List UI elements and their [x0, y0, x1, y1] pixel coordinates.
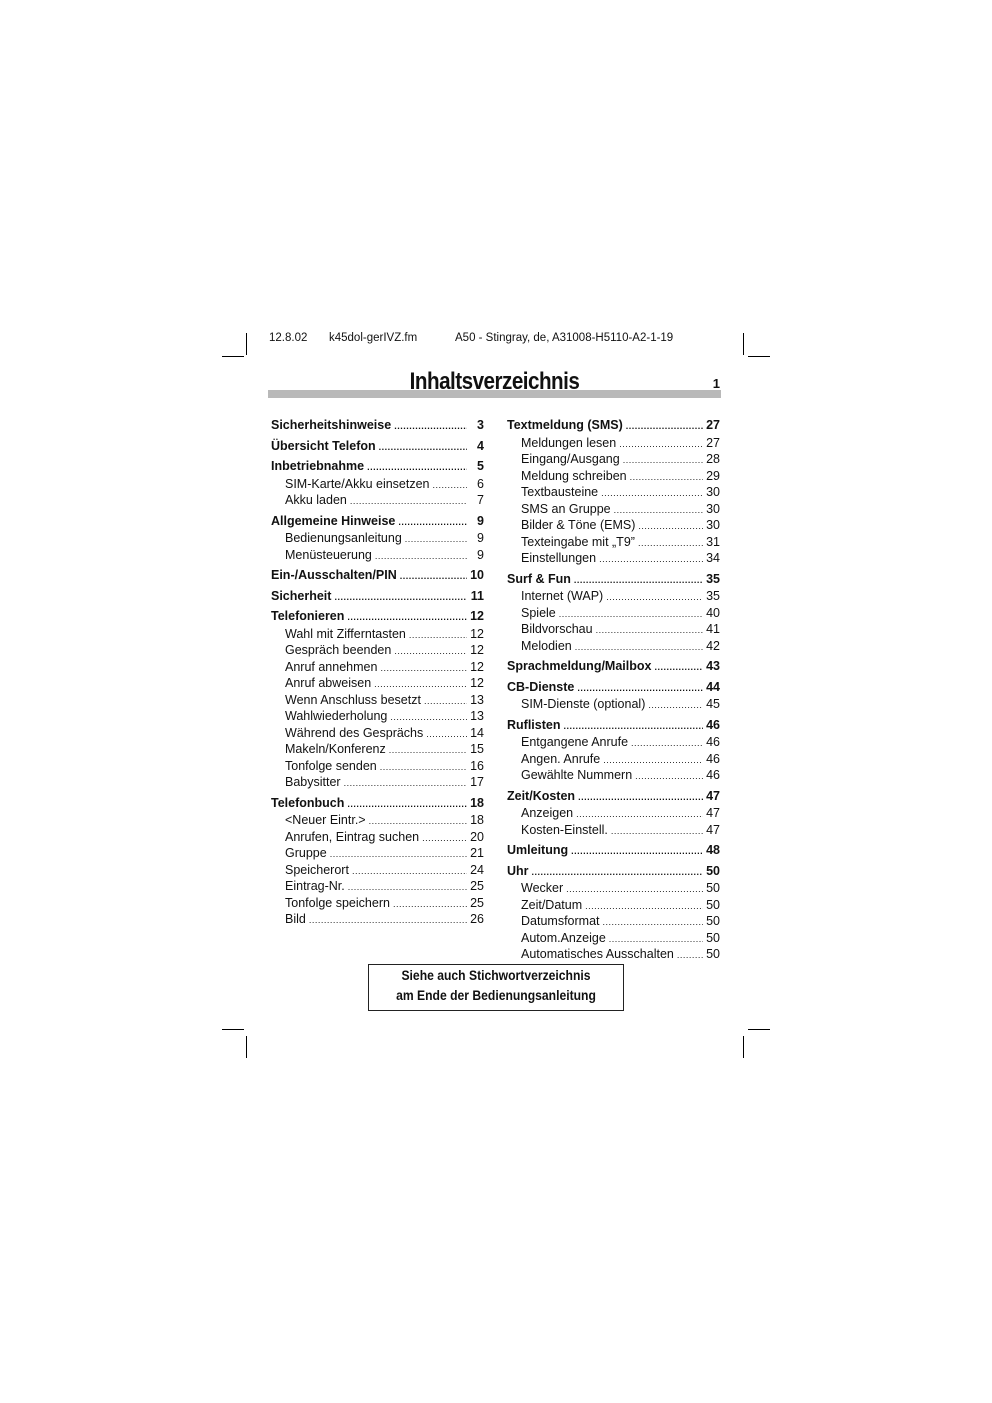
- header-filename: k45dol-gerIVZ.fm: [329, 332, 418, 344]
- toc-section-entry[interactable]: [271, 759, 484, 776]
- toc-section-entry[interactable]: [271, 896, 484, 913]
- toc-chapter-entry[interactable]: [507, 572, 720, 589]
- toc-left-column: [271, 418, 484, 929]
- toc-section-entry[interactable]: [271, 493, 484, 510]
- toc-entry-page-number: 43: [706, 659, 720, 673]
- toc-section-entry[interactable]: [507, 639, 720, 656]
- toc-dot-leader: [677, 948, 703, 964]
- toc-section-entry[interactable]: [271, 879, 484, 896]
- toc-entry-page-number: 3: [477, 418, 484, 432]
- toc-entry-page-number: 30: [706, 501, 720, 516]
- toc-entry-label: Makeln/Konferenz: [285, 742, 386, 756]
- toc-section-entry[interactable]: [507, 485, 720, 502]
- toc-entry-label: Gespräch beenden: [285, 643, 392, 657]
- toc-entry-label: Tonfolge senden: [285, 758, 377, 773]
- toc-entry-page-number: 12: [470, 609, 484, 623]
- toc-entry-label: Internet (WAP): [521, 589, 604, 603]
- crop-mark-bottom-right-horizontal: [748, 1029, 770, 1030]
- toc-chapter-entry[interactable]: [507, 418, 720, 435]
- toc-entry-page-number: 50: [706, 914, 720, 928]
- toc-entry-page-number: 9: [477, 547, 484, 562]
- toc-dot-leader: [575, 640, 703, 656]
- toc-entry-page-number: 12: [470, 676, 484, 690]
- toc-chapter-entry[interactable]: [271, 418, 484, 435]
- toc-entry-label: SIM-Dienste (optional): [521, 697, 646, 711]
- toc-chapter-entry[interactable]: [507, 864, 720, 881]
- header-date: 12.8.02: [269, 332, 308, 344]
- toc-dot-leader: [405, 532, 467, 548]
- toc-entry-page-number: 27: [706, 435, 720, 450]
- crop-mark-top-left-vertical: [246, 333, 247, 355]
- toc-entry-label: Gruppe: [285, 846, 327, 860]
- toc-entry-label: Einstellungen: [521, 551, 597, 565]
- toc-entry-label: Melodien: [521, 638, 572, 653]
- crop-mark-top-left-horizontal: [222, 356, 244, 357]
- toc-entry-label: Ruflisten: [507, 717, 561, 732]
- toc-dot-leader: [638, 519, 703, 535]
- toc-section-entry[interactable]: [507, 806, 720, 823]
- toc-dot-leader: [630, 470, 703, 486]
- toc-entry-label: Eingang/Ausgang: [521, 452, 620, 466]
- reference-note-box: [368, 964, 624, 1011]
- toc-dot-leader: [585, 899, 703, 915]
- toc-dot-leader: [601, 486, 703, 502]
- toc-section-entry[interactable]: [271, 660, 484, 677]
- toc-section-entry[interactable]: [507, 752, 720, 769]
- toc-entry-label: Gewählte Nummern: [521, 768, 633, 782]
- toc-dot-leader: [606, 590, 703, 606]
- toc-entry-page-number: 25: [470, 895, 484, 910]
- toc-section-entry[interactable]: [507, 881, 720, 898]
- toc-entry-label: Wecker: [521, 881, 564, 895]
- toc-entry-page-number: 42: [706, 638, 720, 653]
- toc-dot-leader: [379, 440, 467, 456]
- toc-chapter-entry[interactable]: [507, 843, 720, 860]
- toc-dot-leader: [603, 915, 704, 931]
- toc-dot-leader: [559, 607, 703, 623]
- toc-entry-page-number: 46: [706, 768, 720, 782]
- toc-dot-leader: [426, 727, 467, 743]
- toc-entry-page-number: 40: [706, 605, 720, 620]
- toc-dot-leader: [648, 698, 703, 714]
- toc-entry-page-number: 5: [477, 459, 484, 473]
- toc-entry-page-number: 12: [470, 643, 484, 657]
- toc-entry-label: Bedienungsanleitung: [285, 531, 402, 545]
- toc-entry-page-number: 16: [470, 758, 484, 773]
- toc-entry-label: Bild: [285, 912, 306, 926]
- toc-entry-page-number: 46: [706, 735, 720, 749]
- toc-section-entry[interactable]: [507, 452, 720, 469]
- toc-dot-leader: [347, 610, 467, 626]
- toc-section-entry[interactable]: [507, 502, 720, 519]
- crop-mark-bottom-left-horizontal: [222, 1029, 244, 1030]
- toc-dot-leader: [347, 797, 467, 813]
- page-title: Inhaltsverzeichnis: [409, 368, 580, 395]
- toc-section-entry[interactable]: [507, 947, 720, 964]
- toc-section-entry[interactable]: [271, 548, 484, 565]
- crop-mark-bottom-left-vertical: [246, 1036, 247, 1058]
- toc-dot-leader: [614, 503, 703, 519]
- toc-section-entry[interactable]: [271, 676, 484, 693]
- toc-entry-page-number: 35: [706, 589, 720, 603]
- toc-section-entry[interactable]: [271, 477, 484, 494]
- crop-mark-top-right-vertical: [743, 333, 744, 355]
- toc-entry-label: SIM-Karte/Akku einsetzen: [285, 476, 430, 491]
- toc-section-entry[interactable]: [507, 622, 720, 639]
- toc-entry-label: Übersicht Telefon: [271, 438, 376, 453]
- toc-dot-leader: [374, 677, 467, 693]
- toc-dot-leader: [566, 882, 703, 898]
- note-line-2: am Ende der Bedienungsanleitung: [396, 988, 596, 1003]
- toc-dot-leader: [409, 628, 467, 644]
- toc-dot-leader: [330, 847, 467, 863]
- toc-chapter-entry[interactable]: [507, 789, 720, 806]
- toc-entry-page-number: 46: [706, 717, 720, 732]
- toc-entry-page-number: 6: [477, 476, 484, 491]
- toc-entry-label: Anruf abweisen: [285, 676, 372, 690]
- toc-dot-leader: [334, 590, 467, 606]
- toc-dot-leader: [394, 644, 467, 660]
- toc-entry-label: Sicherheitshinweise: [271, 418, 392, 432]
- toc-entry-label: Automatisches Ausschalten: [521, 947, 674, 961]
- toc-entry-label: Umleitung: [507, 843, 569, 857]
- toc-chapter-entry[interactable]: [271, 439, 484, 456]
- toc-dot-leader: [619, 437, 703, 453]
- toc-dot-leader: [400, 569, 467, 585]
- toc-dot-leader: [563, 719, 703, 735]
- toc-entry-label: Sicherheit: [271, 588, 332, 603]
- toc-entry-label: Texteingabe mit „T9”: [521, 534, 635, 549]
- toc-entry-page-number: 44: [706, 679, 720, 694]
- toc-entry-label: Autom.Anzeige: [521, 930, 606, 945]
- toc-section-entry[interactable]: [271, 846, 484, 863]
- toc-entry-label: Datumsformat: [521, 914, 600, 928]
- toc-section-entry[interactable]: [271, 912, 484, 929]
- toc-dot-leader: [380, 661, 467, 677]
- toc-entry-page-number: 11: [470, 588, 484, 603]
- toc-dot-leader: [596, 623, 703, 639]
- toc-entry-page-number: 10: [470, 568, 484, 582]
- toc-section-entry[interactable]: [271, 813, 484, 830]
- toc-entry-label: Textmeldung (SMS): [507, 418, 623, 432]
- toc-entry-page-number: 47: [706, 788, 720, 803]
- toc-entry-page-number: 14: [470, 725, 484, 740]
- toc-entry-page-number: 31: [706, 534, 720, 549]
- toc-chapter-entry[interactable]: [507, 718, 720, 735]
- toc-section-entry[interactable]: [271, 742, 484, 759]
- toc-entry-label: <Neuer Eintr.>: [285, 813, 366, 827]
- toc-entry-page-number: 34: [706, 551, 720, 565]
- toc-entry-page-number: 47: [706, 806, 720, 820]
- toc-entry-page-number: 7: [477, 493, 484, 507]
- toc-dot-leader: [577, 681, 703, 697]
- toc-entry-page-number: 24: [470, 862, 484, 877]
- toc-dot-leader: [599, 552, 703, 568]
- toc-entry-label: Wahlwiederholung: [285, 709, 388, 723]
- toc-entry-label: Babysitter: [285, 775, 341, 789]
- toc-entry-page-number: 50: [706, 930, 720, 945]
- toc-entry-label: Inbetriebnahme: [271, 459, 365, 473]
- toc-entry-label: Ein-/Ausschalten/PIN: [271, 568, 397, 582]
- toc-entry-page-number: 30: [706, 518, 720, 532]
- toc-dot-leader: [626, 419, 703, 435]
- toc-entry-label: Eintrag-Nr.: [285, 879, 345, 893]
- toc-entry-page-number: 27: [706, 418, 720, 432]
- toc-entry-label: Sprachmeldung/Mailbox: [507, 659, 652, 673]
- toc-entry-page-number: 18: [470, 795, 484, 810]
- toc-section-entry[interactable]: [507, 823, 720, 840]
- toc-dot-leader: [344, 776, 467, 792]
- toc-entry-page-number: 48: [706, 843, 720, 857]
- toc-section-entry[interactable]: [271, 775, 484, 792]
- toc-dot-leader: [603, 753, 703, 769]
- toc-entry-page-number: 28: [706, 452, 720, 466]
- toc-entry-label: CB-Dienste: [507, 679, 575, 694]
- toc-section-entry[interactable]: [507, 589, 720, 606]
- toc-dot-leader: [574, 573, 703, 589]
- toc-entry-label: Surf & Fun: [507, 571, 571, 586]
- toc-entry-page-number: 13: [470, 709, 484, 723]
- toc-chapter-entry[interactable]: [271, 568, 484, 585]
- toc-section-entry[interactable]: [271, 830, 484, 847]
- toc-dot-leader: [390, 710, 467, 726]
- toc-entry-page-number: 47: [706, 822, 720, 837]
- toc-section-entry[interactable]: [507, 551, 720, 568]
- toc-entry-label: Meldung schreiben: [521, 468, 627, 483]
- toc-section-entry[interactable]: [271, 726, 484, 743]
- toc-entry-label: Wenn Anschluss besetzt: [285, 692, 421, 707]
- toc-entry-label: Zeit/Kosten: [507, 788, 576, 803]
- toc-entry-page-number: 50: [706, 897, 720, 912]
- toc-dot-leader: [424, 694, 467, 710]
- note-line-1: Siehe auch Stichwortverzeichnis: [401, 968, 591, 983]
- toc-dot-leader: [576, 807, 703, 823]
- toc-entry-page-number: 46: [706, 751, 720, 766]
- toc-dot-leader: [375, 549, 467, 565]
- toc-entry-label: Tonfolge speichern: [285, 895, 390, 910]
- toc-entry-page-number: 50: [706, 881, 720, 895]
- toc-entry-label: Bilder & Töne (EMS): [521, 518, 636, 532]
- toc-entry-page-number: 45: [706, 697, 720, 711]
- toc-entry-page-number: 26: [470, 912, 484, 926]
- toc-entry-page-number: 13: [470, 692, 484, 707]
- toc-entry-page-number: 12: [470, 626, 484, 641]
- toc-entry-page-number: 25: [470, 879, 484, 893]
- toc-entry-label: Wahl mit Zifferntasten: [285, 626, 406, 641]
- toc-entry-label: Allgemeine Hinweise: [271, 513, 396, 528]
- toc-dot-leader: [380, 760, 467, 776]
- toc-dot-leader: [309, 913, 467, 929]
- toc-entry-page-number: 30: [706, 485, 720, 499]
- toc-entry-page-number: 29: [706, 468, 720, 483]
- toc-entry-page-number: 50: [706, 863, 720, 878]
- toc-right-column: [507, 418, 720, 964]
- toc-entry-label: Speicherort: [285, 862, 349, 877]
- toc-section-entry[interactable]: [507, 735, 720, 752]
- toc-entry-label: Telefonbuch: [271, 795, 345, 810]
- toc-dot-leader: [422, 831, 467, 847]
- toc-chapter-entry[interactable]: [271, 514, 484, 531]
- toc-chapter-entry[interactable]: [271, 609, 484, 626]
- toc-section-entry[interactable]: [507, 768, 720, 785]
- toc-entry-page-number: 21: [470, 846, 484, 860]
- toc-section-entry[interactable]: [507, 898, 720, 915]
- header-product: A50 - Stingray, de, A31008-H5110-A2-1-19: [455, 332, 674, 344]
- toc-entry-label: Bildvorschau: [521, 622, 593, 636]
- toc-entry-label: Kosten-Einstell.: [521, 822, 608, 837]
- toc-dot-leader: [571, 844, 703, 860]
- toc-dot-leader: [654, 660, 703, 676]
- toc-dot-leader: [623, 453, 703, 469]
- toc-entry-label: Während des Gesprächs: [285, 725, 424, 740]
- toc-dot-leader: [611, 824, 703, 840]
- toc-entry-page-number: 15: [470, 742, 484, 756]
- toc-section-entry[interactable]: [271, 627, 484, 644]
- toc-section-entry[interactable]: [507, 697, 720, 714]
- toc-section-entry[interactable]: [507, 914, 720, 931]
- toc-entry-page-number: 41: [706, 622, 720, 636]
- toc-section-entry[interactable]: [271, 693, 484, 710]
- toc-chapter-entry[interactable]: [507, 680, 720, 697]
- toc-entry-label: Akku laden: [285, 493, 347, 507]
- toc-section-entry[interactable]: [507, 931, 720, 948]
- toc-dot-leader: [367, 460, 467, 476]
- toc-dot-leader: [578, 790, 703, 806]
- toc-entry-label: Angen. Anrufe: [521, 751, 601, 766]
- toc-section-entry[interactable]: [507, 518, 720, 535]
- toc-chapter-entry[interactable]: [271, 796, 484, 813]
- toc-entry-page-number: 18: [470, 813, 484, 827]
- toc-dot-leader: [369, 814, 467, 830]
- toc-entry-label: Menüsteuerung: [285, 547, 372, 562]
- toc-section-entry[interactable]: [507, 535, 720, 552]
- toc-entry-label: Textbausteine: [521, 485, 599, 499]
- toc-dot-leader: [348, 880, 467, 896]
- toc-chapter-entry[interactable]: [507, 659, 720, 676]
- toc-dot-leader: [532, 865, 703, 881]
- toc-chapter-entry[interactable]: [271, 589, 484, 606]
- toc-entry-label: Uhr: [507, 863, 529, 878]
- toc-entry-page-number: 9: [477, 531, 484, 545]
- toc-section-entry[interactable]: [271, 863, 484, 880]
- toc-entry-label: Meldungen lesen: [521, 435, 617, 450]
- toc-chapter-entry[interactable]: [271, 459, 484, 476]
- toc-entry-page-number: 12: [470, 659, 484, 674]
- toc-section-entry[interactable]: [271, 531, 484, 548]
- toc-entry-page-number: 4: [477, 438, 484, 453]
- toc-dot-leader: [352, 864, 467, 880]
- toc-dot-leader: [609, 932, 703, 948]
- toc-entry-page-number: 17: [470, 775, 484, 789]
- crop-mark-bottom-right-vertical: [743, 1036, 744, 1058]
- toc-entry-label: Zeit/Datum: [521, 897, 583, 912]
- toc-entry-page-number: 50: [706, 947, 720, 961]
- toc-entry-page-number: 9: [477, 513, 484, 528]
- toc-section-entry[interactable]: [507, 606, 720, 623]
- toc-dot-leader: [394, 419, 467, 435]
- page-number: 1: [712, 376, 720, 391]
- toc-dot-leader: [635, 769, 703, 785]
- toc-entry-page-number: 20: [470, 829, 484, 844]
- toc-entry-label: SMS an Gruppe: [521, 501, 611, 516]
- toc-dot-leader: [393, 897, 467, 913]
- toc-entry-page-number: 35: [706, 571, 720, 586]
- toc-dot-leader: [398, 515, 467, 531]
- toc-section-entry[interactable]: [271, 643, 484, 660]
- toc-dot-leader: [389, 743, 467, 759]
- toc-entry-label: Spiele: [521, 605, 556, 620]
- crop-mark-top-right-horizontal: [748, 356, 770, 357]
- toc-section-entry[interactable]: [507, 469, 720, 486]
- toc-section-entry[interactable]: [507, 436, 720, 453]
- toc-section-entry[interactable]: [271, 709, 484, 726]
- toc-dot-leader: [433, 478, 467, 494]
- toc-dot-leader: [350, 494, 467, 510]
- toc-entry-label: Telefonieren: [271, 609, 345, 623]
- toc-entry-label: Entgangene Anrufe: [521, 735, 629, 749]
- toc-dot-leader: [638, 536, 703, 552]
- toc-dot-leader: [631, 736, 703, 752]
- toc-entry-label: Anruf annehmen: [285, 659, 378, 674]
- toc-entry-label: Anrufen, Eintrag suchen: [285, 829, 420, 844]
- toc-entry-label: Anzeigen: [521, 806, 574, 820]
